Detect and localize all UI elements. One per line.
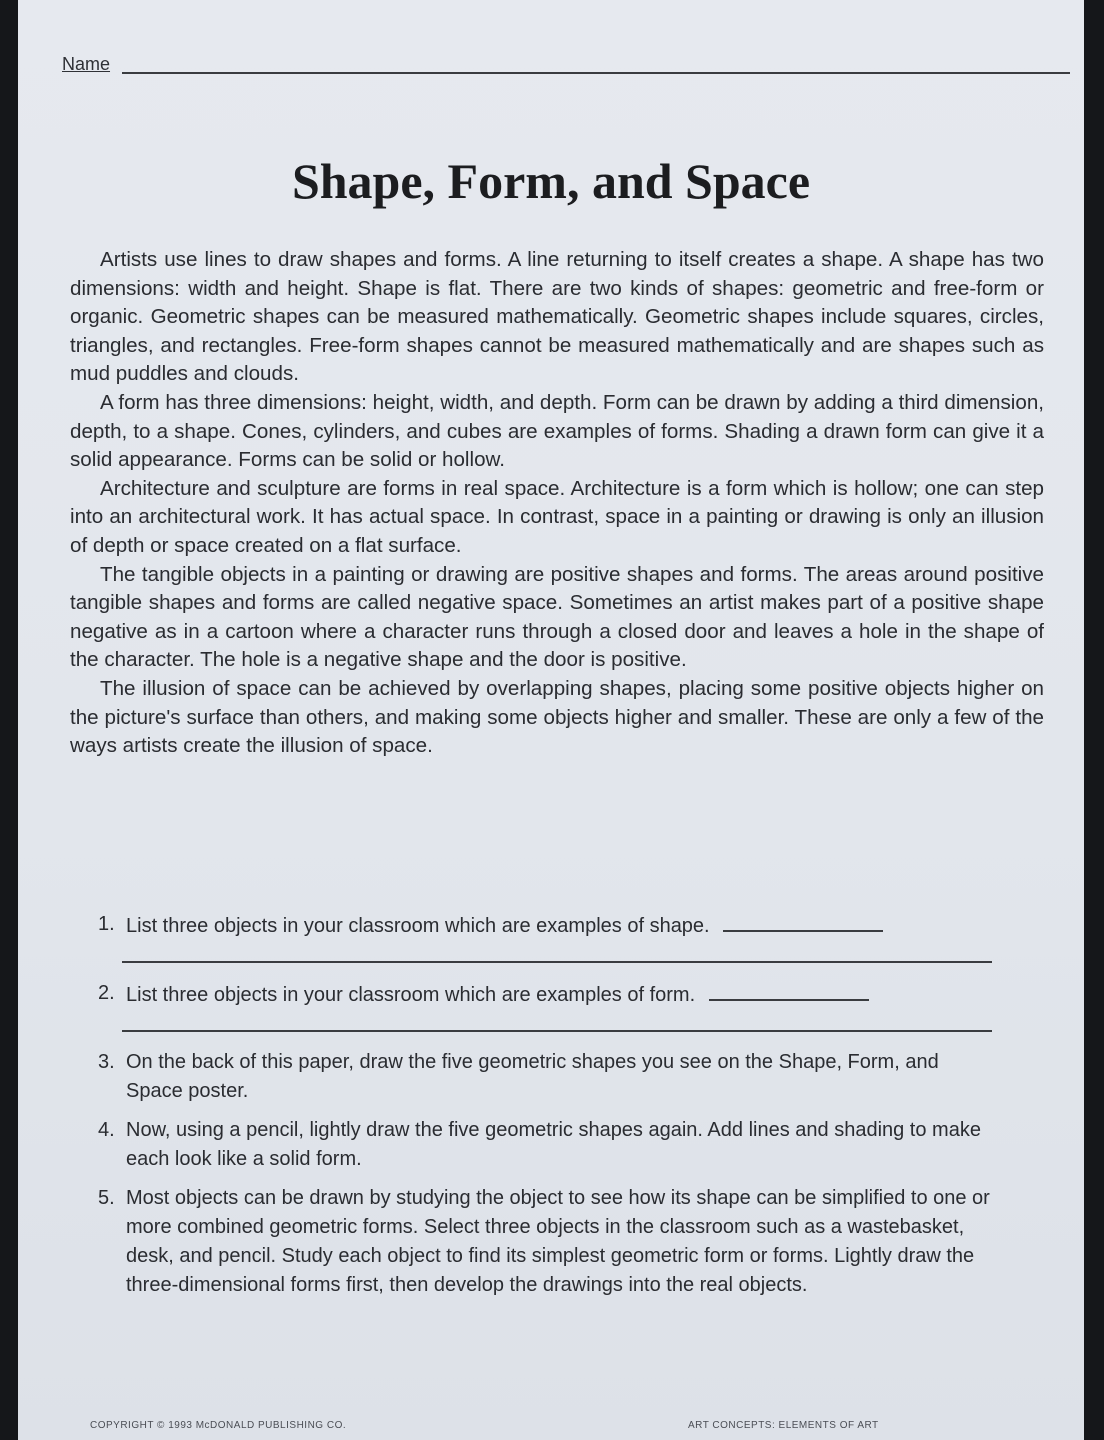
question-text: On the back of this paper, draw the five geometric shapes you see on the Shape, Form, and Space poster. (126, 1051, 939, 1102)
question-number: 4. (98, 1119, 115, 1141)
question-text: Now, using a pencil, lightly draw the five geometric shapes again. Add lines and shading to make each look like a solid form. (126, 1119, 981, 1170)
question-number: 2. (98, 982, 115, 1004)
paragraph: The tangible objects in a painting or drawing are positive shapes and forms. The areas around positive tangible shapes and forms are called negative space. Sometimes an artist makes part of a positive shape negative as in a cartoon where a character runs through a closed door and leaves a hole in the shape of the character. The hole is a negative shape and the door is positive. (70, 562, 1044, 672)
question-item (98, 910, 998, 941)
question-text: Most objects can be drawn by studying the object to see how its shape can be simplified to one or more combined geometric forms. Select three objects in the classroom such as a wastebasket, desk, and pencil. Study each object to find its simplest geometric form or forms. Lightly draw the three-dimensional forms first, then develop the drawings into the real objects. (126, 1187, 990, 1296)
answer-line[interactable] (122, 961, 992, 963)
paragraph: A form has three dimensions: height, width, and depth. Form can be drawn by adding a third dimension, depth, to a shape. Cones, cylinders, and cubes are examples of forms. Shading a drawn form can give it a solid appearance. Forms can be solid or hollow. (70, 390, 1044, 472)
answer-blank[interactable] (723, 910, 883, 932)
name-blank-line[interactable] (122, 72, 1070, 74)
question-item (98, 1184, 998, 1300)
body-text (70, 246, 1044, 761)
answer-line[interactable] (122, 1030, 992, 1032)
answer-blank[interactable] (709, 979, 869, 1001)
paragraph: Artists use lines to draw shapes and forms. A line returning to itself creates a shape. A shape has two dimensions: width and height. Shape is flat. There are two kinds of shapes: geometric and free-form or organic. Geometric shapes can be measured mathematically. Geometric shapes include squares, circles, triangles, and rectangles. Free-form shapes cannot be measured mathematically and are shapes such as mud puddles and clouds. (70, 248, 1044, 386)
copyright-footer: COPYRIGHT © 1993 McDONALD PUBLISHING CO. (90, 1420, 347, 1431)
worksheet-page (18, 0, 1084, 1440)
question-item (98, 1116, 998, 1174)
question-item (98, 1048, 998, 1106)
paragraph: The illusion of space can be achieved by overlapping shapes, placing some positive objects higher on the picture's surface than others, and making some objects higher and smaller. These are only a few of the ways artists create the illusion of space. (70, 676, 1044, 758)
question-number: 3. (98, 1051, 115, 1073)
name-label: Name (62, 54, 111, 74)
question-list (98, 910, 998, 1300)
page-title: Shape, Form, and Space (291, 153, 811, 209)
name-row (62, 50, 1070, 86)
series-footer: ART CONCEPTS: ELEMENTS OF ART (688, 1420, 879, 1431)
question-text: List three objects in your classroom which are examples of form. (126, 984, 696, 1006)
question-text: List three objects in your classroom which are examples of shape. (126, 915, 710, 937)
paragraph: Architecture and sculpture are forms in real space. Architecture is a form which is hollow; one can step into an architectural work. It has actual space. In contrast, space in a painting or drawing is only an illusion of depth or space created on a flat surface. (70, 476, 1044, 557)
question-number: 1. (98, 913, 115, 935)
question-number: 5. (98, 1187, 115, 1209)
question-item (98, 979, 998, 1010)
